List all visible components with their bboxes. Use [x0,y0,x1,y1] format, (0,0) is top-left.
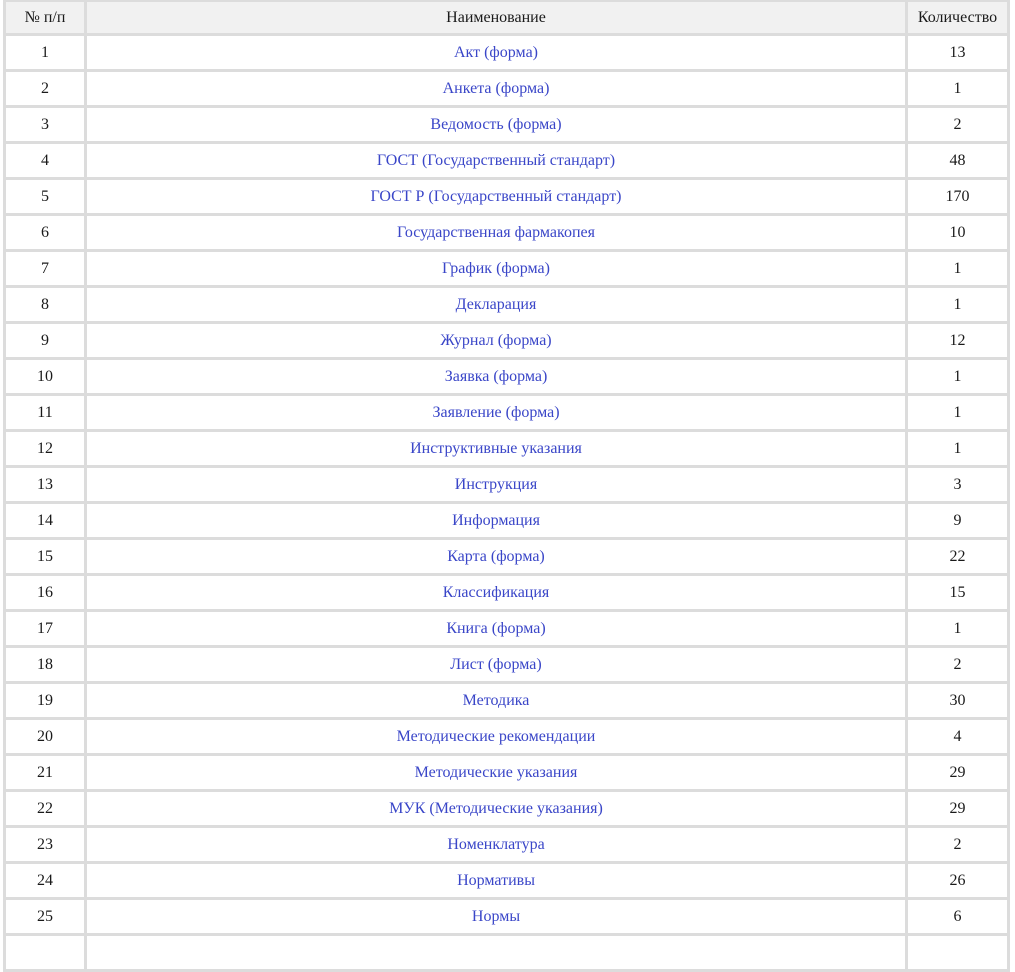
header-row [6,2,1007,33]
document-type-link[interactable]: ГОСТ (Государственный стандарт) [376,151,616,169]
count-cell: 170 [908,180,1007,213]
table-row [6,936,1007,969]
row-number-cell: 11 [6,396,84,429]
table-row [6,108,1007,141]
name-cell [87,684,905,717]
name-cell [87,756,905,789]
document-type-link[interactable]: Нормы [471,907,521,925]
name-cell [87,720,905,753]
table-row [6,828,1007,861]
table-row [6,72,1007,105]
table-row [6,684,1007,717]
row-number-cell: 20 [6,720,84,753]
count-cell: 1 [908,396,1007,429]
document-type-link[interactable]: Нормативы [457,871,535,889]
row-number-cell: 22 [6,792,84,825]
document-type-link[interactable]: МУК (Методические указания) [389,799,603,817]
row-number-cell: 7 [6,252,84,285]
document-type-link[interactable]: Методические рекомендации [396,727,596,745]
count-cell: 15 [908,576,1007,609]
row-number-cell: 14 [6,504,84,537]
count-cell: 2 [908,108,1007,141]
row-number-cell: 5 [6,180,84,213]
document-type-link[interactable]: Классификация [442,583,550,601]
count-cell: 1 [908,432,1007,465]
document-type-link[interactable]: График (форма) [442,259,550,277]
name-cell [87,936,905,969]
table-row [6,792,1007,825]
table-row [6,720,1007,753]
count-cell: 1 [908,360,1007,393]
table-row [6,360,1007,393]
table-row [6,900,1007,933]
name-cell [87,108,905,141]
table-body [6,36,1007,969]
count-cell: 6 [908,900,1007,933]
count-cell [908,936,1007,969]
count-cell: 30 [908,684,1007,717]
table-row [6,504,1007,537]
table-row [6,864,1007,897]
count-cell: 13 [908,36,1007,69]
row-number-cell: 21 [6,756,84,789]
document-type-link[interactable]: Ведомость (форма) [430,115,562,133]
col-header-count: Количество [908,2,1007,33]
name-cell [87,252,905,285]
col-header-number: № п/п [6,2,84,33]
name-cell [87,504,905,537]
count-cell: 4 [908,720,1007,753]
row-number-cell: 2 [6,72,84,105]
row-number-cell: 23 [6,828,84,861]
table-row [6,252,1007,285]
name-cell [87,900,905,933]
document-type-link[interactable]: Государственная фармакопея [397,223,595,241]
document-type-link[interactable]: Карта (форма) [447,547,545,565]
count-cell: 1 [908,72,1007,105]
count-cell: 9 [908,504,1007,537]
row-number-cell: 3 [6,108,84,141]
document-type-link[interactable]: Лист (форма) [450,655,542,673]
row-number-cell: 16 [6,576,84,609]
count-cell: 1 [908,252,1007,285]
row-number-cell [6,936,84,969]
row-number-cell: 9 [6,324,84,357]
table-row [6,540,1007,573]
table-row [6,144,1007,177]
document-type-link[interactable]: Заявление (форма) [432,403,560,421]
row-number-cell: 4 [6,144,84,177]
row-number-cell: 6 [6,216,84,249]
count-cell: 48 [908,144,1007,177]
name-cell [87,612,905,645]
name-cell [87,216,905,249]
document-type-link[interactable]: Методические указания [414,763,578,781]
name-cell [87,180,905,213]
table-row [6,288,1007,321]
row-number-cell: 18 [6,648,84,681]
name-cell [87,792,905,825]
document-type-link[interactable]: Декларация [455,295,537,313]
table-row [6,180,1007,213]
name-cell [87,360,905,393]
count-cell: 2 [908,828,1007,861]
documents-table [3,0,1010,972]
row-number-cell: 12 [6,432,84,465]
name-cell [87,864,905,897]
row-number-cell: 1 [6,36,84,69]
document-type-link[interactable]: Книга (форма) [446,619,546,637]
table-row [6,468,1007,501]
table-row [6,396,1007,429]
table-row [6,216,1007,249]
document-type-link[interactable]: ГОСТ Р (Государственный стандарт) [370,187,622,205]
table-row [6,612,1007,645]
name-cell [87,648,905,681]
document-type-link[interactable]: Акт (форма) [453,43,538,61]
document-type-link[interactable]: Инструкция [454,475,538,493]
table-row [6,756,1007,789]
count-cell: 12 [908,324,1007,357]
document-type-link[interactable]: Номенклатура [447,835,545,853]
document-type-link[interactable]: Информация [452,511,540,529]
count-cell: 10 [908,216,1007,249]
document-type-link[interactable]: Журнал (форма) [440,331,552,349]
name-cell [87,72,905,105]
col-header-name: Наименование [87,2,905,33]
row-number-cell: 17 [6,612,84,645]
row-number-cell: 19 [6,684,84,717]
name-cell [87,144,905,177]
count-cell: 22 [908,540,1007,573]
count-cell: 1 [908,288,1007,321]
count-cell: 26 [908,864,1007,897]
name-cell [87,468,905,501]
name-cell [87,36,905,69]
name-cell [87,396,905,429]
row-number-cell: 13 [6,468,84,501]
count-cell: 29 [908,756,1007,789]
name-cell [87,288,905,321]
table-row [6,432,1007,465]
name-cell [87,828,905,861]
row-number-cell: 8 [6,288,84,321]
row-number-cell: 25 [6,900,84,933]
count-cell: 3 [908,468,1007,501]
table-row [6,324,1007,357]
name-cell [87,576,905,609]
document-type-link[interactable]: Заявка (форма) [444,367,548,385]
name-cell [87,324,905,357]
count-cell: 1 [908,612,1007,645]
count-cell: 2 [908,648,1007,681]
document-type-link[interactable]: Инструктивные указания [410,439,582,457]
count-cell: 29 [908,792,1007,825]
table-row [6,648,1007,681]
row-number-cell: 10 [6,360,84,393]
row-number-cell: 24 [6,864,84,897]
name-cell [87,540,905,573]
document-type-link[interactable]: Анкета (форма) [442,79,550,97]
name-cell [87,432,905,465]
row-number-cell: 15 [6,540,84,573]
table-row [6,576,1007,609]
table-row [6,36,1007,69]
document-type-link[interactable]: Методика [462,691,530,709]
